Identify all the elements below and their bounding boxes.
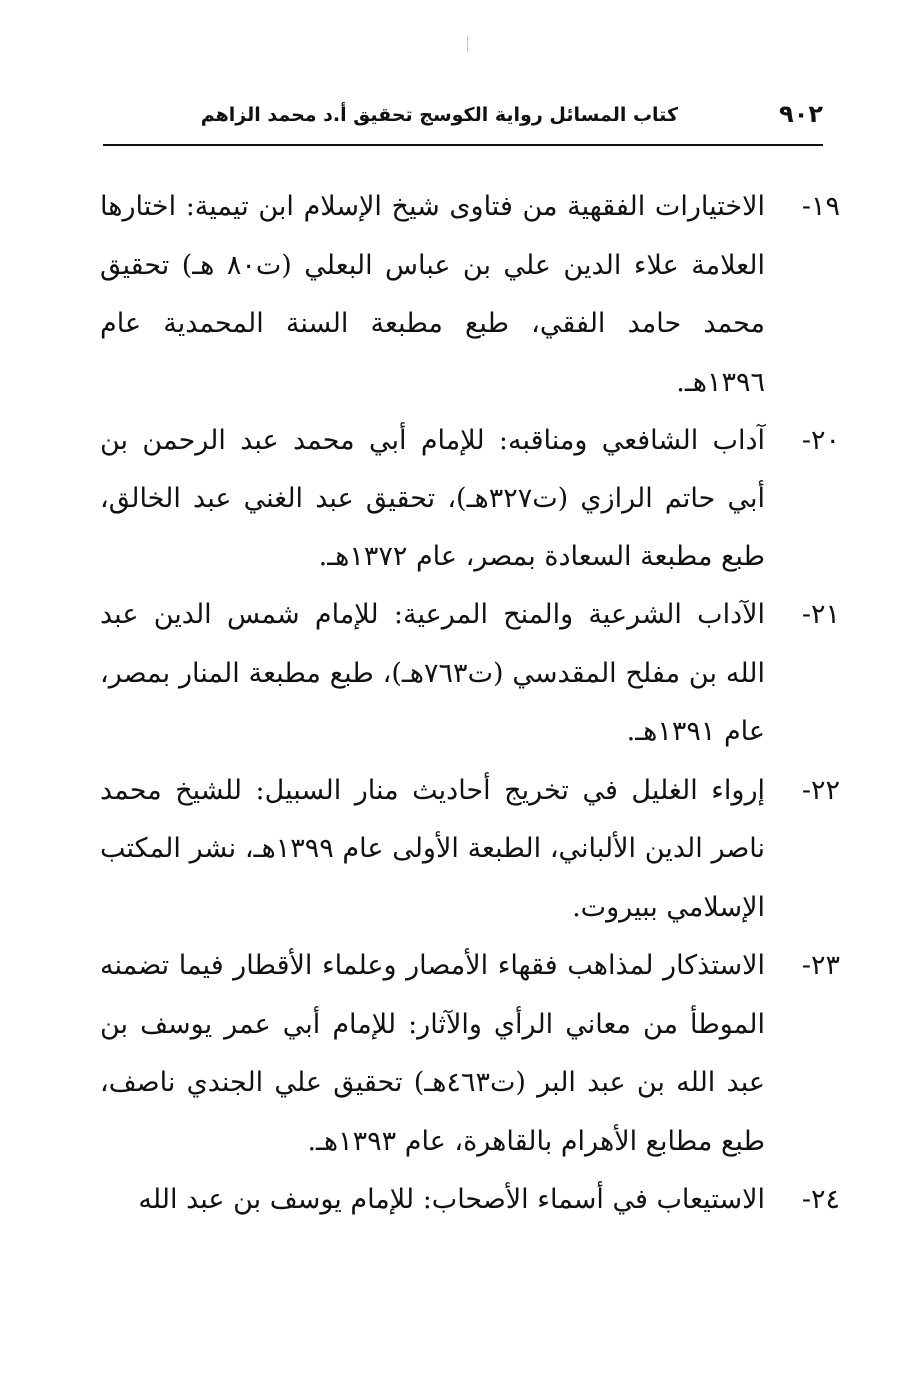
bibliography-list xyxy=(100,178,840,1230)
bibliography-entry-23 xyxy=(100,937,840,1171)
bibliography-entry-24 xyxy=(100,1171,840,1230)
entry-number: ٢٤- xyxy=(801,1184,840,1215)
running-title: كتاب المسائل رواية الكوسج تحقيق أ.د محمد الزاهم xyxy=(200,104,678,126)
bibliography-entry-21 xyxy=(100,586,840,762)
entry-text: الاختيارات الفقهية من فتاوى شيخ الإسلام ابن تيمية: اختارها العلامة علاء الدين علي بن عباس البعلي (ت٨٠ هـ) تحقيق محمد حامد الفقي، طبع مطبعة السنة المحمدية عام ١٣٩٦هـ. xyxy=(100,191,765,398)
entry-text: الاستيعاب في أسماء الأصحاب: للإمام يوسف بن عبد الله xyxy=(138,1184,765,1215)
entry-number: ٢٠- xyxy=(801,425,840,456)
entry-number: ٢٢- xyxy=(801,774,840,806)
header-divider xyxy=(103,144,823,146)
scan-speck xyxy=(467,36,468,52)
entry-number: ٢٣- xyxy=(801,950,840,981)
bibliography-entry-22 xyxy=(100,762,840,938)
bibliography-entry-19 xyxy=(100,178,840,412)
entry-number: ٢١- xyxy=(801,599,840,630)
entry-number: ١٩- xyxy=(801,191,840,222)
page-number: ٩٠٢ xyxy=(779,100,823,128)
entry-text: الاستذكار لمذاهب فقهاء الأمصار وعلماء الأقطار فيما تضمنه الموطأ من معاني الرأي والآثار: للإمام أبي عمر يوسف بن عبد الله بن عبد البر (ت٤٦٣هـ) تحقيق علي الجندي ناصف، طبع مطابع الأهرام بالقاهرة، عام ١٣٩٣هـ. xyxy=(100,950,765,1157)
entry-text: إرواء الغليل في تخريج أحاديث منار السبيل: للشيخ محمد ناصر الدين الألباني، الطبعة الأولى عام ١٣٩٩هـ، نشر المكتب الإسلامي ببيروت. xyxy=(100,774,766,923)
bibliography-entry-20 xyxy=(100,412,840,586)
page-header xyxy=(103,98,823,140)
entry-text: آداب الشافعي ومناقبه: للإمام أبي محمد عبد الرحمن بن أبي حاتم الرازي (ت٣٢٧هـ)، تحقيق عبد الغني عبد الخالق، طبع مطبعة السعادة بمصر، عام ١٣٧٢هـ. xyxy=(100,425,765,572)
entry-text: الآداب الشرعية والمنح المرعية: للإمام شمس الدين عبد الله بن مفلح المقدسي (ت٧٦٣هـ)، طبع مطبعة المنار بمصر، عام ١٣٩١هـ. xyxy=(100,599,765,747)
